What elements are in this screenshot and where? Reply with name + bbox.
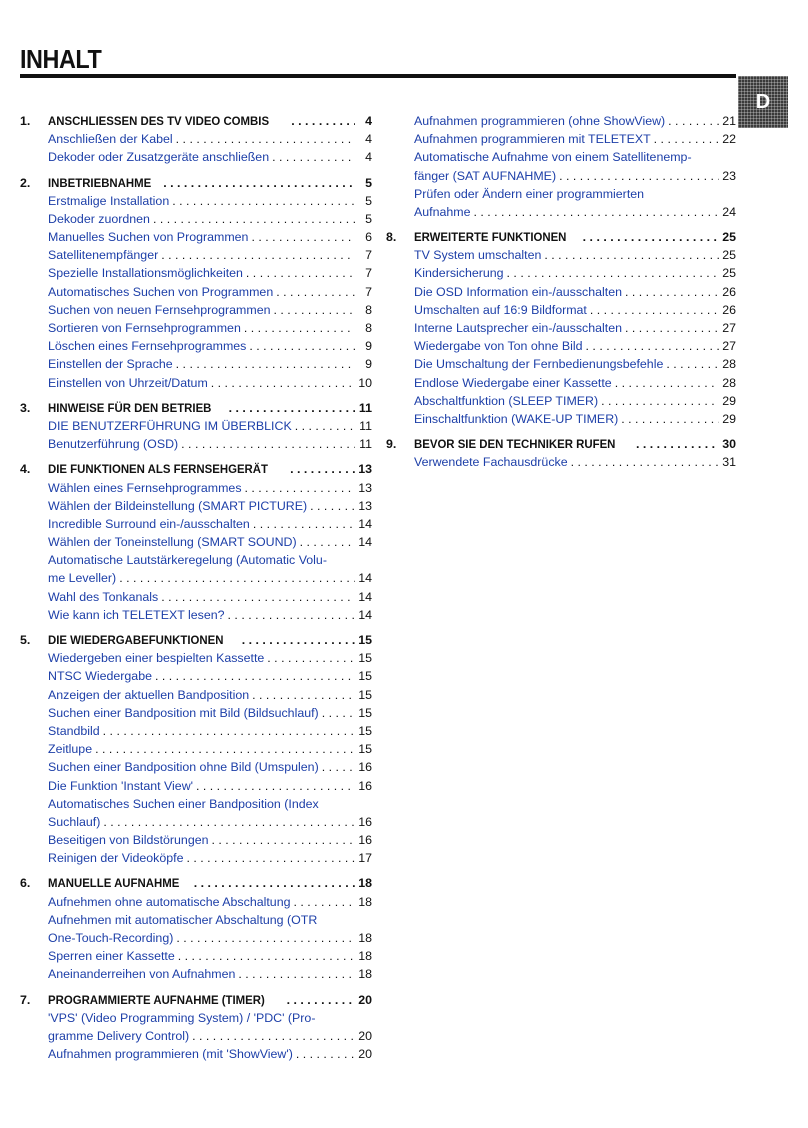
leader-dots: [290, 460, 355, 478]
toc-entry[interactable]: [386, 283, 736, 301]
section-page-number: 20: [358, 992, 372, 1007]
entry-title: Wählen eines Fernsehprogrammes: [48, 480, 242, 495]
entry-title: Verwendete Fachausdrücke: [414, 455, 568, 470]
entry-title: Suchlauf): [48, 814, 101, 829]
leader-dots: [178, 947, 355, 965]
entry-title: Die Umschaltung der Fernbedienungsbefehle: [414, 357, 664, 372]
section-page-number: 15: [358, 633, 372, 648]
entry-page-number: 29: [722, 393, 736, 408]
leader-dots: [625, 283, 719, 301]
entry-page-number: 31: [722, 455, 736, 470]
entry-page-number: 7: [365, 266, 372, 281]
entry-title: Wiedergeben einer bespielten Kassette: [48, 651, 265, 666]
toc-entry[interactable]: [386, 410, 736, 428]
toc-entry[interactable]: [386, 246, 736, 264]
section-title: DIE FUNKTIONEN ALS FERNSEHGERÄT: [48, 462, 268, 477]
toc-column-right: [386, 112, 736, 479]
section-title: HINWEISE FÜR DEN BETRIEB: [48, 400, 212, 415]
toc-entry-first-line[interactable]: Automatisches Suchen einer Bandposition (Index: [48, 796, 319, 811]
entry-page-number: 15: [358, 705, 372, 720]
entry-title: Beseitigen von Bildstörungen: [48, 833, 209, 848]
section-page-number: 5: [365, 175, 372, 190]
entry-page-number: 11: [359, 418, 372, 433]
entry-page-number: 14: [358, 607, 372, 622]
toc-entry-first-line[interactable]: Prüfen oder Ändern einer programmierten: [414, 186, 645, 201]
toc-section-header[interactable]: [20, 875, 372, 893]
leader-dots: [473, 203, 719, 221]
entry-page-number: 27: [722, 339, 736, 354]
toc-entry[interactable]: [20, 192, 372, 210]
entry-title: Aufnahme: [414, 204, 471, 219]
leader-dots: [273, 301, 355, 319]
section-number: 8.: [386, 230, 397, 245]
entry-page-number: 5: [365, 193, 372, 208]
entry-title: Reinigen der Videoköpfe: [48, 851, 184, 866]
entry-title: Interne Lautsprecher ein-/ausschalten: [414, 321, 623, 336]
toc-entry[interactable]: [386, 337, 736, 355]
entry-title: Sortieren von Fernsehprogrammen: [48, 321, 241, 336]
entry-page-number: 15: [358, 742, 372, 757]
leader-dots: [654, 130, 719, 148]
toc-entry[interactable]: [20, 667, 372, 685]
entry-title: Aufnahmen programmieren mit TELETEXT: [414, 132, 651, 147]
toc-entry[interactable]: [20, 374, 372, 392]
entry-page-number: 16: [358, 760, 372, 775]
section-number: 1.: [20, 113, 31, 128]
toc-entry-first-line[interactable]: 'VPS' (Video Programming System) / 'PDC' (Pro-: [48, 1010, 316, 1025]
toc-entry[interactable]: [386, 265, 736, 283]
toc-entry[interactable]: [386, 130, 736, 148]
leader-dots: [161, 588, 355, 606]
entry-page-number: 13: [358, 480, 372, 495]
entry-page-number: 14: [358, 516, 372, 531]
leader-dots: [293, 893, 355, 911]
leader-dots: [95, 740, 355, 758]
toc-section: [20, 875, 372, 984]
section-page-number: 18: [358, 876, 372, 891]
entry-title: Sperren einer Kassette: [48, 949, 175, 964]
toc-entry[interactable]: [386, 392, 736, 410]
entry-page-number: 26: [722, 284, 736, 299]
entry-page-number: 14: [358, 535, 372, 550]
section-title: DIE WIEDERGABEFUNKTIONEN: [48, 633, 224, 648]
toc-section-header[interactable]: [20, 112, 372, 130]
toc-entry[interactable]: [20, 283, 372, 301]
leader-dots: [625, 319, 719, 337]
leader-dots: [212, 831, 356, 849]
entry-title: Die Funktion 'Instant View': [48, 778, 194, 793]
entry-title: DIE BENUTZERFÜHRUNG IM ÜBERBLICK: [48, 418, 292, 433]
section-number: 2.: [20, 175, 31, 190]
leader-dots: [291, 112, 355, 130]
toc-entry[interactable]: [20, 1027, 372, 1045]
entry-title: gramme Delivery Control): [48, 1028, 190, 1043]
entry-title: Umschalten auf 16:9 Bildformat: [414, 302, 587, 317]
toc-entry[interactable]: [20, 570, 372, 588]
entry-page-number: 23: [722, 168, 736, 183]
leader-dots: [295, 417, 355, 435]
entry-title: TV System umschalten: [414, 248, 542, 263]
section-title: ERWEITERTE FUNKTIONEN: [414, 230, 567, 245]
entry-title: Wiedergabe von Ton ohne Bild: [414, 339, 583, 354]
toc-column-left: [20, 112, 372, 1070]
toc-section-header[interactable]: [386, 228, 736, 246]
leader-dots: [251, 228, 355, 246]
entry-title: Wie kann ich TELETEXT lesen?: [48, 607, 225, 622]
toc-entry[interactable]: [20, 228, 372, 246]
entry-title: Kindersicherung: [414, 266, 504, 281]
entry-title: Aufnehmen ohne automatische Abschaltung: [48, 894, 291, 909]
entry-page-number: 26: [722, 302, 736, 317]
toc-entry[interactable]: [386, 301, 736, 319]
toc-entry[interactable]: [20, 435, 372, 453]
section-number: 4.: [20, 462, 31, 477]
toc-entry[interactable]: [20, 686, 372, 704]
leader-dots: [322, 758, 355, 776]
section-page-number: 30: [722, 437, 736, 452]
entry-title: Incredible Surround ein-/ausschalten: [48, 516, 250, 531]
toc-entry[interactable]: [20, 497, 372, 515]
toc-entry[interactable]: [20, 588, 372, 606]
toc-entry[interactable]: [386, 355, 736, 373]
entry-page-number: 11: [359, 437, 372, 452]
toc-entry[interactable]: [20, 649, 372, 667]
entry-page-number: 7: [365, 248, 372, 263]
toc-section-header[interactable]: [20, 174, 372, 192]
toc-entry[interactable]: [20, 777, 372, 795]
toc-entry[interactable]: [20, 265, 372, 283]
toc-entry[interactable]: [386, 453, 736, 471]
section-page-number: 11: [358, 400, 372, 415]
toc-entry[interactable]: [20, 758, 372, 776]
toc-entry[interactable]: [20, 417, 372, 435]
leader-dots: [181, 435, 355, 453]
entry-page-number: 24: [722, 204, 736, 219]
entry-title: One-Touch-Recording): [48, 931, 174, 946]
entry-page-number: 8: [365, 321, 372, 336]
entry-title: Aneinanderreihen von Aufnahmen: [48, 967, 236, 982]
entry-page-number: 9: [365, 357, 372, 372]
entry-title: Aufnahmen programmieren (ohne ShowView): [414, 113, 666, 128]
leader-dots: [192, 1027, 355, 1045]
leader-dots: [300, 533, 355, 551]
leader-dots: [246, 264, 355, 282]
toc-entry[interactable]: [20, 210, 372, 228]
section-page-number: 4: [365, 113, 372, 128]
entry-title: Suchen einer Bandposition mit Bild (Bildsuchlauf): [48, 705, 319, 720]
entry-page-number: 16: [358, 833, 372, 848]
toc-entry[interactable]: [386, 112, 736, 130]
entry-title: Aufnahmen programmieren (mit 'ShowView'): [48, 1047, 293, 1062]
entry-page-number: 18: [358, 894, 372, 909]
entry-page-number: 14: [358, 571, 372, 586]
leader-dots: [252, 686, 355, 704]
entry-title: Zeitlupe: [48, 742, 93, 757]
entry-page-number: 16: [358, 778, 372, 793]
leader-dots: [583, 228, 719, 246]
leader-dots: [296, 1045, 355, 1063]
toc-entry[interactable]: [20, 355, 372, 373]
leader-dots: [186, 849, 355, 867]
toc-entry[interactable]: [20, 479, 372, 497]
section-title: BEVOR SIE DEN TECHNIKER RUFEN: [414, 437, 616, 452]
leader-dots: [172, 192, 355, 210]
toc-section: [20, 112, 372, 167]
leader-dots: [666, 355, 719, 373]
entry-title: Erstmalige Installation: [48, 193, 170, 208]
leader-dots: [176, 130, 355, 148]
toc-entry[interactable]: [20, 515, 372, 533]
entry-page-number: 18: [358, 967, 372, 982]
toc-entry[interactable]: [20, 301, 372, 319]
entry-title: Manuelles Suchen von Programmen: [48, 230, 249, 245]
section-number: 9.: [386, 437, 397, 452]
page-title: INHALT: [20, 44, 102, 74]
entry-page-number: 25: [722, 248, 736, 263]
section-number: 5.: [20, 633, 31, 648]
toc-entry-first-line[interactable]: Aufnehmen mit automatischer Abschaltung (OTR: [48, 912, 318, 927]
leader-dots: [559, 167, 719, 185]
entry-page-number: 18: [358, 931, 372, 946]
toc-entry[interactable]: [20, 947, 372, 965]
toc-entry[interactable]: [20, 849, 372, 867]
entry-title: Wählen der Toneinstellung (SMART SOUND): [48, 535, 297, 550]
title-rule: [20, 74, 736, 78]
section-page-number: 13: [358, 462, 372, 477]
toc-entry[interactable]: [20, 965, 372, 983]
entry-title: Abschaltfunktion (SLEEP TIMER): [414, 393, 599, 408]
entry-title: Löschen eines Fernsehprogrammes: [48, 339, 247, 354]
leader-dots: [176, 929, 355, 947]
toc-section: [386, 435, 736, 471]
toc-section: [386, 228, 736, 428]
leader-dots: [245, 479, 355, 497]
entry-page-number: 4: [365, 150, 372, 165]
section-title: ANSCHLIESSEN DES TV VIDEO COMBIS: [48, 113, 270, 128]
toc-section-header[interactable]: [20, 460, 372, 478]
entry-title: Einschaltfunktion (WAKE-UP TIMER): [414, 411, 619, 426]
toc-entry[interactable]: [20, 337, 372, 355]
toc-entry[interactable]: [20, 1045, 372, 1063]
entry-page-number: 4: [365, 132, 372, 147]
leader-dots: [229, 399, 355, 417]
leader-dots: [161, 246, 355, 264]
toc-entry[interactable]: [386, 203, 736, 221]
toc-section: [20, 174, 372, 392]
entry-page-number: 15: [358, 723, 372, 738]
section-title: INBETRIEBNAHME: [48, 175, 152, 190]
section-title: MANUELLE AUFNAHME: [48, 876, 180, 891]
leader-dots: [544, 246, 719, 264]
language-tab: [738, 76, 788, 128]
entry-title: me Leveller): [48, 571, 117, 586]
leader-dots: [244, 319, 355, 337]
toc-entry[interactable]: [20, 831, 372, 849]
entry-title: Wahl des Tonkanals: [48, 589, 159, 604]
leader-dots: [586, 337, 719, 355]
toc-entry[interactable]: [20, 148, 372, 166]
leader-dots: [155, 667, 355, 685]
toc-section: [20, 991, 372, 1064]
leader-dots: [267, 649, 355, 667]
entry-title: Einstellen von Uhrzeit/Datum: [48, 375, 208, 390]
toc-entry[interactable]: [20, 533, 372, 551]
entry-title: Die OSD Information ein-/ausschalten: [414, 284, 622, 299]
entry-title: Satellitenempfänger: [48, 248, 159, 263]
section-page-number: 25: [722, 230, 736, 245]
entry-title: Automatisches Suchen von Programmen: [48, 284, 274, 299]
entry-page-number: 14: [358, 589, 372, 604]
leader-dots: [272, 148, 355, 166]
entry-title: Anschließen der Kabel: [48, 132, 173, 147]
entry-page-number: 16: [358, 814, 372, 829]
entry-title: Suchen von neuen Fernsehprogrammen: [48, 302, 271, 317]
toc-entry[interactable]: [386, 167, 736, 185]
leader-dots: [310, 497, 355, 515]
toc-entry[interactable]: [20, 246, 372, 264]
entry-page-number: 15: [358, 651, 372, 666]
entry-page-number: 28: [722, 357, 736, 372]
leader-dots: [322, 704, 355, 722]
entry-title: Spezielle Installationsmöglichkeiten: [48, 266, 243, 281]
entry-title: NTSC Wiedergabe: [48, 669, 152, 684]
entry-page-number: 8: [365, 302, 372, 317]
toc-entry[interactable]: [20, 893, 372, 911]
leader-dots: [571, 453, 719, 471]
entry-page-number: 15: [358, 669, 372, 684]
entry-title: Dekoder zuordnen: [48, 211, 150, 226]
leader-dots: [153, 210, 355, 228]
entry-title: Anzeigen der aktuellen Bandposition: [48, 687, 250, 702]
leader-dots: [176, 355, 355, 373]
toc-section: [386, 112, 736, 221]
entry-page-number: 22: [722, 132, 736, 147]
entry-page-number: 20: [358, 1047, 372, 1062]
leader-dots: [615, 374, 719, 392]
entry-page-number: 15: [358, 687, 372, 702]
entry-page-number: 25: [722, 266, 736, 281]
leader-dots: [194, 874, 355, 892]
toc-section-header[interactable]: [20, 991, 372, 1009]
entry-page-number: 7: [365, 284, 372, 299]
leader-dots: [668, 112, 719, 130]
entry-title: fänger (SAT AUFNAHME): [414, 168, 557, 183]
entry-title: Endlose Wiedergabe einer Kassette: [414, 375, 612, 390]
section-number: 6.: [20, 876, 31, 891]
entry-page-number: 10: [358, 375, 372, 390]
leader-dots: [119, 569, 355, 587]
entry-page-number: 20: [358, 1028, 372, 1043]
toc-entry[interactable]: [20, 740, 372, 758]
leader-dots: [238, 965, 355, 983]
entry-page-number: 28: [722, 375, 736, 390]
toc-entry[interactable]: [20, 606, 372, 624]
toc-entry[interactable]: [20, 722, 372, 740]
toc-entry[interactable]: [20, 929, 372, 947]
toc-section-header[interactable]: [20, 631, 372, 649]
leader-dots: [276, 283, 355, 301]
leader-dots: [103, 722, 355, 740]
leader-dots: [636, 435, 719, 453]
toc-entry[interactable]: [20, 813, 372, 831]
leader-dots: [287, 991, 355, 1009]
leader-dots: [253, 515, 355, 533]
leader-dots: [601, 392, 719, 410]
toc-entry[interactable]: [20, 319, 372, 337]
entry-title: Einstellen der Sprache: [48, 357, 173, 372]
entry-page-number: 13: [358, 498, 372, 513]
section-title: PROGRAMMIERTE AUFNAHME (TIMER): [48, 992, 265, 1007]
entry-title: Wählen der Bildeinstellung (SMART PICTURE): [48, 498, 308, 513]
entry-title: Benutzerführung (OSD): [48, 437, 179, 452]
leader-dots: [621, 410, 719, 428]
section-number: 7.: [20, 992, 31, 1007]
section-number: 3.: [20, 400, 31, 415]
leader-dots: [163, 174, 355, 192]
leader-dots: [507, 264, 719, 282]
leader-dots: [242, 631, 355, 649]
leader-dots: [211, 374, 355, 392]
entry-page-number: 29: [722, 411, 736, 426]
entry-title: Dekoder oder Zusatzgeräte anschließen: [48, 150, 270, 165]
entry-title: Standbild: [48, 723, 100, 738]
toc-entry[interactable]: [386, 374, 736, 392]
leader-dots: [196, 777, 355, 795]
toc-section: [20, 399, 372, 454]
toc-entry-first-line[interactable]: Automatische Aufnahme von einem Satellitenemp-: [414, 150, 692, 165]
leader-dots: [103, 813, 355, 831]
entry-title: Suchen einer Bandposition ohne Bild (Umspulen): [48, 760, 319, 775]
leader-dots: [249, 337, 355, 355]
toc-section: [20, 460, 372, 624]
toc-entry[interactable]: [20, 130, 372, 148]
leader-dots: [590, 301, 719, 319]
entry-page-number: 17: [358, 851, 372, 866]
toc-section: [20, 631, 372, 867]
entry-page-number: 6: [365, 230, 372, 245]
toc-entry[interactable]: [386, 319, 736, 337]
leader-dots: [228, 606, 355, 624]
toc-section-header[interactable]: [20, 399, 372, 417]
toc-entry-first-line[interactable]: Automatische Lautstärkeregelung (Automatic Volu-: [48, 553, 327, 568]
entry-page-number: 18: [358, 949, 372, 964]
toc-section-header[interactable]: [386, 435, 736, 453]
entry-page-number: 9: [365, 339, 372, 354]
language-tab-label: D: [755, 90, 771, 113]
entry-page-number: 5: [365, 211, 372, 226]
entry-page-number: 21: [722, 113, 736, 128]
toc-entry[interactable]: [20, 704, 372, 722]
entry-page-number: 27: [722, 321, 736, 336]
